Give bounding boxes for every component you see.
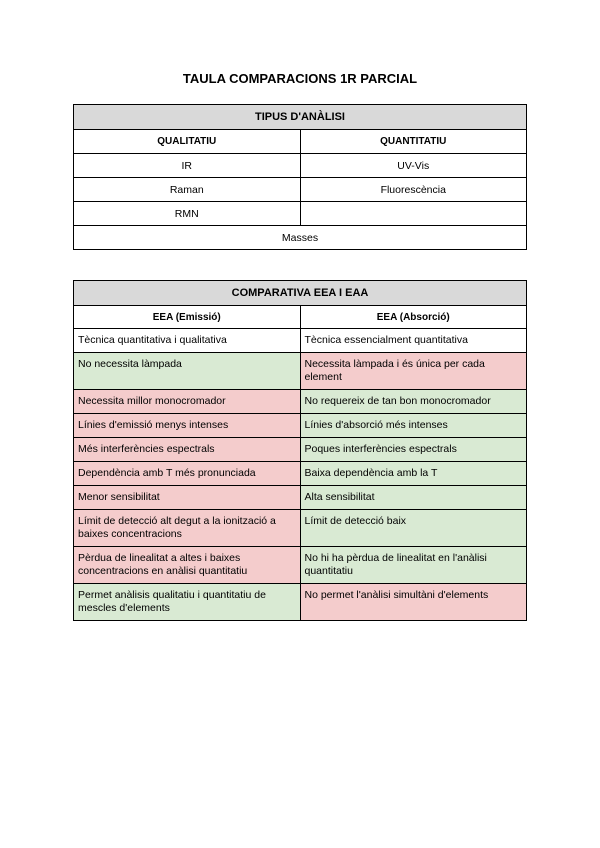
table-cell-full: Masses: [74, 226, 527, 250]
table-cell: Fluorescència: [300, 178, 527, 202]
table-row: [74, 414, 527, 438]
table-row: [74, 510, 527, 547]
table-row: [74, 154, 527, 178]
table-cell: Menor sensibilitat: [74, 486, 301, 510]
table-cell: Límit de detecció alt degut a la ionització a baixes concentracions: [74, 510, 301, 547]
column-header-emission: EEA (Emissió): [74, 306, 301, 329]
table-row: [74, 390, 527, 414]
page-title: TAULA COMPARACIONS 1R PARCIAL: [182, 71, 418, 86]
table-cell: Línies d'absorció més intenses: [300, 414, 527, 438]
table-row: [74, 202, 527, 226]
table-cell: No requereix de tan bon monocromador: [300, 390, 527, 414]
table-cell: Necessita làmpada i és única per cada element: [300, 353, 527, 390]
table-cell: IR: [74, 154, 301, 178]
table-cell: UV-Vis: [300, 154, 527, 178]
column-header-quantitative: QUANTITATIU: [300, 130, 527, 154]
analysis-table-header: TIPUS D'ANÀLISI: [74, 105, 527, 130]
table-cell: Poques interferències espectrals: [300, 438, 527, 462]
table-row: [74, 486, 527, 510]
table-row: [74, 329, 527, 353]
table-cell: RMN: [74, 202, 301, 226]
column-header-qualitative: QUALITATIU: [74, 130, 301, 154]
table-cell: [300, 202, 527, 226]
table-row: [74, 584, 527, 621]
table-cell: Tècnica essencialment quantitativa: [300, 329, 527, 353]
table-cell: Línies d'emissió menys intenses: [74, 414, 301, 438]
table-row: [74, 547, 527, 584]
table-cell: Necessita millor monocromador: [74, 390, 301, 414]
table-cell: Límit de detecció baix: [300, 510, 527, 547]
table-cell: Tècnica quantitativa i qualitativa: [74, 329, 301, 353]
table-cell: Dependència amb T més pronunciada: [74, 462, 301, 486]
table-row: [74, 438, 527, 462]
table-row: [74, 226, 527, 250]
analysis-types-table: [73, 104, 527, 250]
table-cell: Baixa dependència amb la T: [300, 462, 527, 486]
table-cell: No hi ha pèrdua de linealitat en l'anàlisi quantitatiu: [300, 547, 527, 584]
table-row: [74, 353, 527, 390]
table-row: [74, 178, 527, 202]
column-header-absorption: EEA (Absorció): [300, 306, 527, 329]
table-cell: No necessita làmpada: [74, 353, 301, 390]
table-row: [74, 462, 527, 486]
table-cell: No permet l'anàlisi simultàni d'elements: [300, 584, 527, 621]
table-cell: Alta sensibilitat: [300, 486, 527, 510]
table-cell: Més interferències espectrals: [74, 438, 301, 462]
table-cell: Permet anàlisis qualitatiu i quantitatiu de mescles d'elements: [74, 584, 301, 621]
table-cell: Pèrdua de linealitat a altes i baixes concentracions en anàlisi quantitatiu: [74, 547, 301, 584]
comparison-table-header: COMPARATIVA EEA I EAA: [74, 281, 527, 306]
comparison-table: [73, 280, 527, 621]
table-cell: Raman: [74, 178, 301, 202]
